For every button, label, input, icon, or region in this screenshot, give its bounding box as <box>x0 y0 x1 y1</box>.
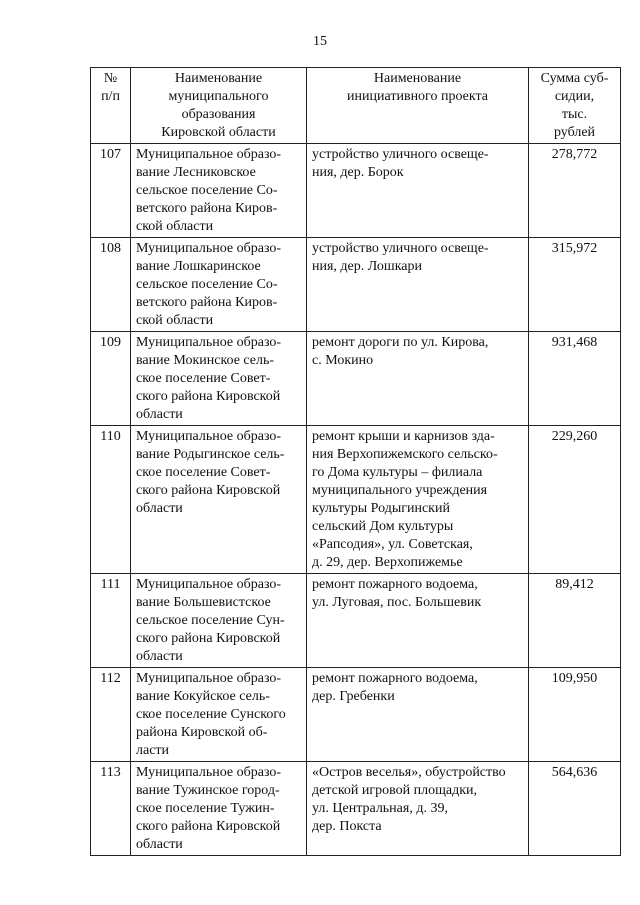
table-row <box>91 574 621 668</box>
row-project: устройство уличного освеще- ния, дер. Лошкари <box>307 238 529 332</box>
row-municipality: Муниципальное образо- вание Кокуйское сель- ское поселение Сунского района Кировской об- ласти <box>131 668 307 762</box>
row-sum: 229,260 <box>529 426 621 574</box>
row-municipality: Муниципальное образо- вание Большевистское сельское поселение Сун- ского района Кировской области <box>131 574 307 668</box>
table-row <box>91 238 621 332</box>
table-row <box>91 332 621 426</box>
row-municipality: Муниципальное образо- вание Тужинское город- ское поселение Тужин- ского района Кировской области <box>131 762 307 856</box>
row-number: 113 <box>91 762 131 856</box>
row-number: 109 <box>91 332 131 426</box>
table-body <box>91 144 621 856</box>
row-sum: 931,468 <box>529 332 621 426</box>
table-row <box>91 762 621 856</box>
subsidy-table <box>90 67 621 856</box>
row-project: ремонт пожарного водоема, ул. Луговая, пос. Большевик <box>307 574 529 668</box>
row-number: 112 <box>91 668 131 762</box>
header-num: № п/п <box>91 68 131 144</box>
table-row <box>91 144 621 238</box>
row-number: 111 <box>91 574 131 668</box>
page-number: 15 <box>313 34 327 49</box>
table-header-row <box>91 68 621 144</box>
row-project: ремонт крыши и карнизов зда- ния Верхопижемского сельско- го Дома культуры – филиала муниципального учреждения культуры Родыгинский сельский Дом культуры «Рапсодия», ул. Советская, д. 29, дер. Верхопижемье <box>307 426 529 574</box>
row-project: «Остров веселья», обустройство детской игровой площадки, ул. Центральная, д. 39, дер. Покста <box>307 762 529 856</box>
row-number: 107 <box>91 144 131 238</box>
header-project: Наименование инициативного проекта <box>307 68 529 144</box>
row-project: устройство уличного освеще- ния, дер. Борок <box>307 144 529 238</box>
table-row <box>91 426 621 574</box>
row-sum: 564,636 <box>529 762 621 856</box>
header-sum: Сумма суб- сидии, тыс. рублей <box>529 68 621 144</box>
row-sum: 109,950 <box>529 668 621 762</box>
row-number: 108 <box>91 238 131 332</box>
row-sum: 315,972 <box>529 238 621 332</box>
row-municipality: Муниципальное образо- вание Мокинское сель- ское поселение Совет- ского района Кировской области <box>131 332 307 426</box>
row-number: 110 <box>91 426 131 574</box>
row-project: ремонт дороги по ул. Кирова, с. Мокино <box>307 332 529 426</box>
table-header <box>91 68 621 144</box>
row-sum: 278,772 <box>529 144 621 238</box>
header-municipality: Наименование муниципального образования Кировской области <box>131 68 307 144</box>
table-row <box>91 668 621 762</box>
row-municipality: Муниципальное образо- вание Лесниковское сельское поселение Со- ветского района Киров- ской области <box>131 144 307 238</box>
row-sum: 89,412 <box>529 574 621 668</box>
row-project: ремонт пожарного водоема, дер. Гребенки <box>307 668 529 762</box>
row-municipality: Муниципальное образо- вание Родыгинское сель- ское поселение Совет- ского района Кировской области <box>131 426 307 574</box>
row-municipality: Муниципальное образо- вание Лошкаринское сельское поселение Со- ветского района Киров- ской области <box>131 238 307 332</box>
